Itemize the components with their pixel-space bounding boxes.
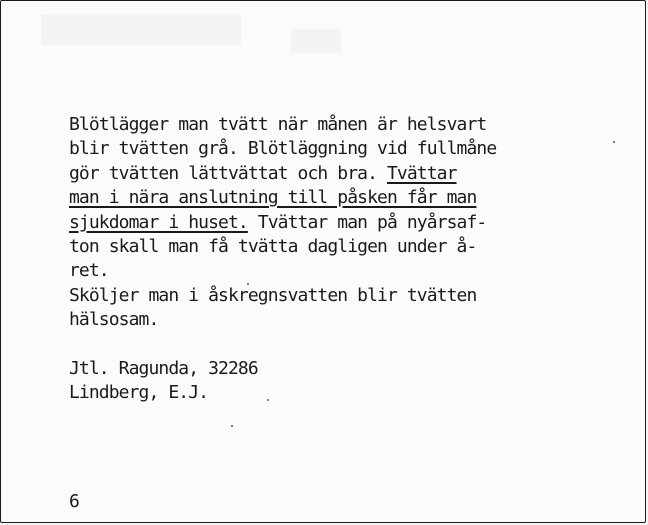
bleed-through-mark xyxy=(41,15,241,45)
text-line: ton skall man få tvätta dagligen under å- xyxy=(69,236,477,258)
paragraph-gap xyxy=(69,333,629,357)
text-line: Blötlägger man tvätt när månen är helsvart xyxy=(69,114,487,135)
underlined-text: sjukdomar i huset. xyxy=(69,211,248,233)
text-line: blir tvätten grå. Blötläggning vid fullmåne xyxy=(69,138,497,160)
text-line xyxy=(69,186,629,210)
stray-mark xyxy=(231,425,233,427)
bleed-through-mark xyxy=(291,29,341,53)
page-number: 6 xyxy=(69,491,80,512)
text-line: hälsosam. xyxy=(69,309,159,331)
text-line: Sköljer man i åskregnsvatten blir tvätten xyxy=(69,284,477,306)
underlined-text: Tvättar xyxy=(386,162,457,184)
stray-mark xyxy=(247,283,249,285)
text-line: ret. xyxy=(69,260,109,282)
underlined-text: man i nära anslutning till påsken får man xyxy=(69,187,477,209)
stray-mark xyxy=(267,399,269,401)
stray-mark xyxy=(613,141,615,143)
text-line: gör tvätten lättvättat och bra. Tvättar xyxy=(69,162,457,184)
source-location: Jtl. Ragunda, 32286 xyxy=(69,357,258,379)
text-line: sjukdomar i huset. Tvättar man på nyårsaf- xyxy=(69,211,487,233)
source-informant: Lindberg, E.J. xyxy=(69,382,209,404)
record-text xyxy=(69,113,629,405)
